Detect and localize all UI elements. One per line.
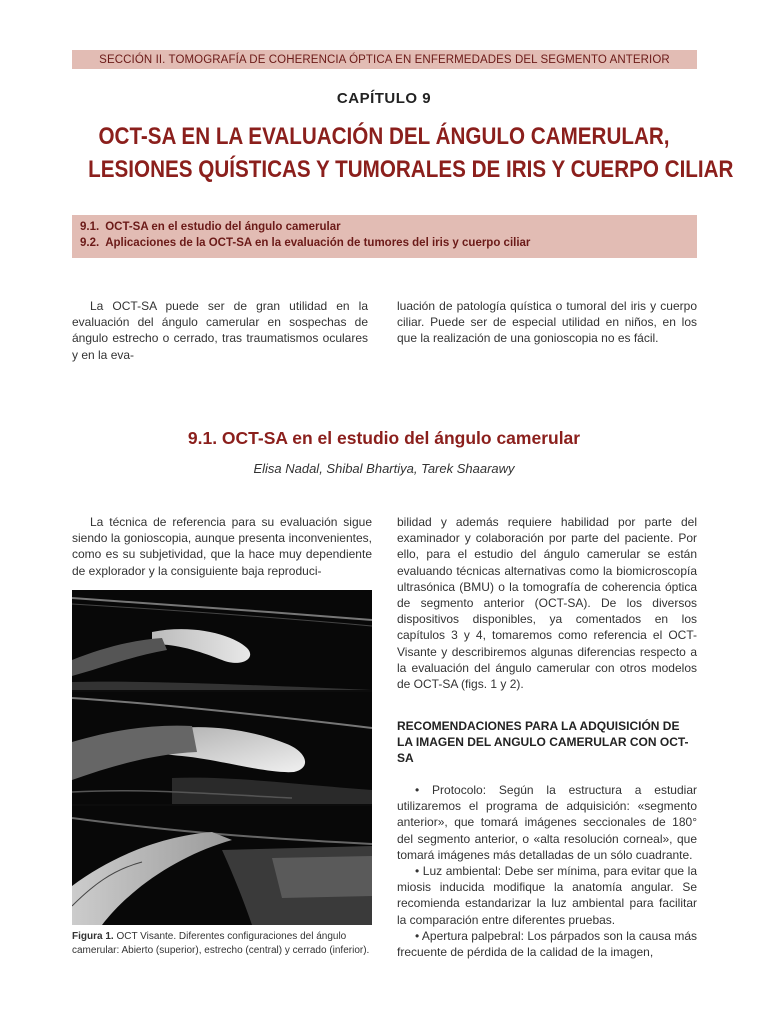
figure-label: Figura 1. — [72, 931, 114, 942]
section-header-text: SECCIÓN II. TOMOGRAFÍA DE COHERENCIA ÓPTICA EN ENFERMEDADES DEL SEGMENTO ANTERIOR — [99, 53, 670, 66]
chapter-title — [88, 120, 734, 186]
intro-paragraph-left: La OCT-SA puede ser de gran utilidad en la evaluación del ángulo camerular en sospechas de ángulo estrecho o cerrado, tras traumatismos oculares y en la eva- — [72, 299, 368, 362]
figure-caption — [72, 930, 372, 957]
chapter-title-line-1: OCT-SA EN LA EVALUACIÓN DEL ÁNGULO CAMERULAR, — [98, 123, 670, 150]
toc-item — [72, 219, 697, 235]
intro-paragraph-right: luación de patología quística o tumoral del iris y cuerpo ciliar. Puede ser de especial utilidad en niños, en los que la realización de una gonioscopia no es fácil. — [397, 299, 697, 346]
table-of-contents — [72, 215, 697, 258]
section-header-bar — [72, 50, 697, 69]
chapter-number: CAPÍTULO 9 — [336, 90, 432, 107]
body-paragraph-right: bilidad y además requiere habilidad por parte del examinador y colaboración por parte del paciente. Por ello, para el estudio del ángulo camerular se están evaluando técnicas alternativas como la biomicroscopía ultrasónica (BMU) o la tomografía de coherencia óptica de segmento anterior (OCT-SA). De los diversos dispositivos disponibles, ya comentados en los capítulos 3 y 4, tomaremos como referencia el OCT-Visante y describiremos algunas diferencias respecto a la evaluación del ángulo camerular con otros modelos de OCT-SA (figs. 1 y 2). — [397, 515, 697, 692]
oct-image-narrow-angle — [72, 692, 372, 804]
recommendations-heading: RECOMENDACIONES PARA LA ADQUISICIÓN DE LA IMAGEN DEL ANGULO CAMERULAR CON OCT-SA — [397, 719, 689, 765]
list-item: • Protocolo: Según la estructura a estudiar utilizaremos el programa de adquisición: «segmento anterior», que tomará imágenes seccionales de 180° del segmento anterior, o «alta resolución corneal», que tomará imágenes más detalladas de un sólo cuadrante. — [397, 783, 697, 862]
recommendations-list — [397, 782, 697, 960]
toc-item-number: 9.2. — [80, 237, 100, 249]
authors: Elisa Nadal, Shibal Bhartiya, Tarek Shaarawy — [253, 461, 515, 476]
figure-caption-text: OCT Visante. Diferentes configuraciones del ángulo camerular: Abierto (superior), estrecho (central) y cerrado (inferior). — [72, 931, 370, 956]
chapter-title-line-2: LESIONES QUÍSTICAS Y TUMORALES DE IRIS Y CUERPO CILIAR — [88, 156, 734, 183]
toc-item — [72, 235, 697, 251]
body-paragraph-left: La técnica de referencia para su evaluación sigue siendo la gonioscopia, aunque presenta inconvenientes, como es su subjetividad, que la hace muy dependiente de explorador y la consiguiente baja reproduci- — [72, 515, 372, 578]
oct-image-closed-angle — [72, 806, 372, 925]
section-title: 9.1. OCT-SA en el estudio del ángulo camerular — [187, 428, 581, 448]
toc-item-label: Aplicaciones de la OCT-SA en la evaluación de tumores del iris y cuerpo ciliar — [105, 237, 531, 249]
oct-image-open-angle — [72, 590, 372, 690]
list-item: • Luz ambiental: Debe ser mínima, para evitar que la miosis inducida modifique la anatomía angular. Se recomienda estandarizar la luz ambiental para facilitar la comparación entre diferentes pruebas. — [397, 864, 697, 927]
oct-figure — [72, 590, 372, 925]
toc-item-number: 9.1. — [80, 221, 100, 233]
list-item: • Apertura palpebral: Los párpados son la causa más frecuente de pérdida de la calidad de la imagen, — [397, 928, 697, 960]
toc-item-label: OCT-SA en el estudio del ángulo camerular — [105, 221, 341, 233]
